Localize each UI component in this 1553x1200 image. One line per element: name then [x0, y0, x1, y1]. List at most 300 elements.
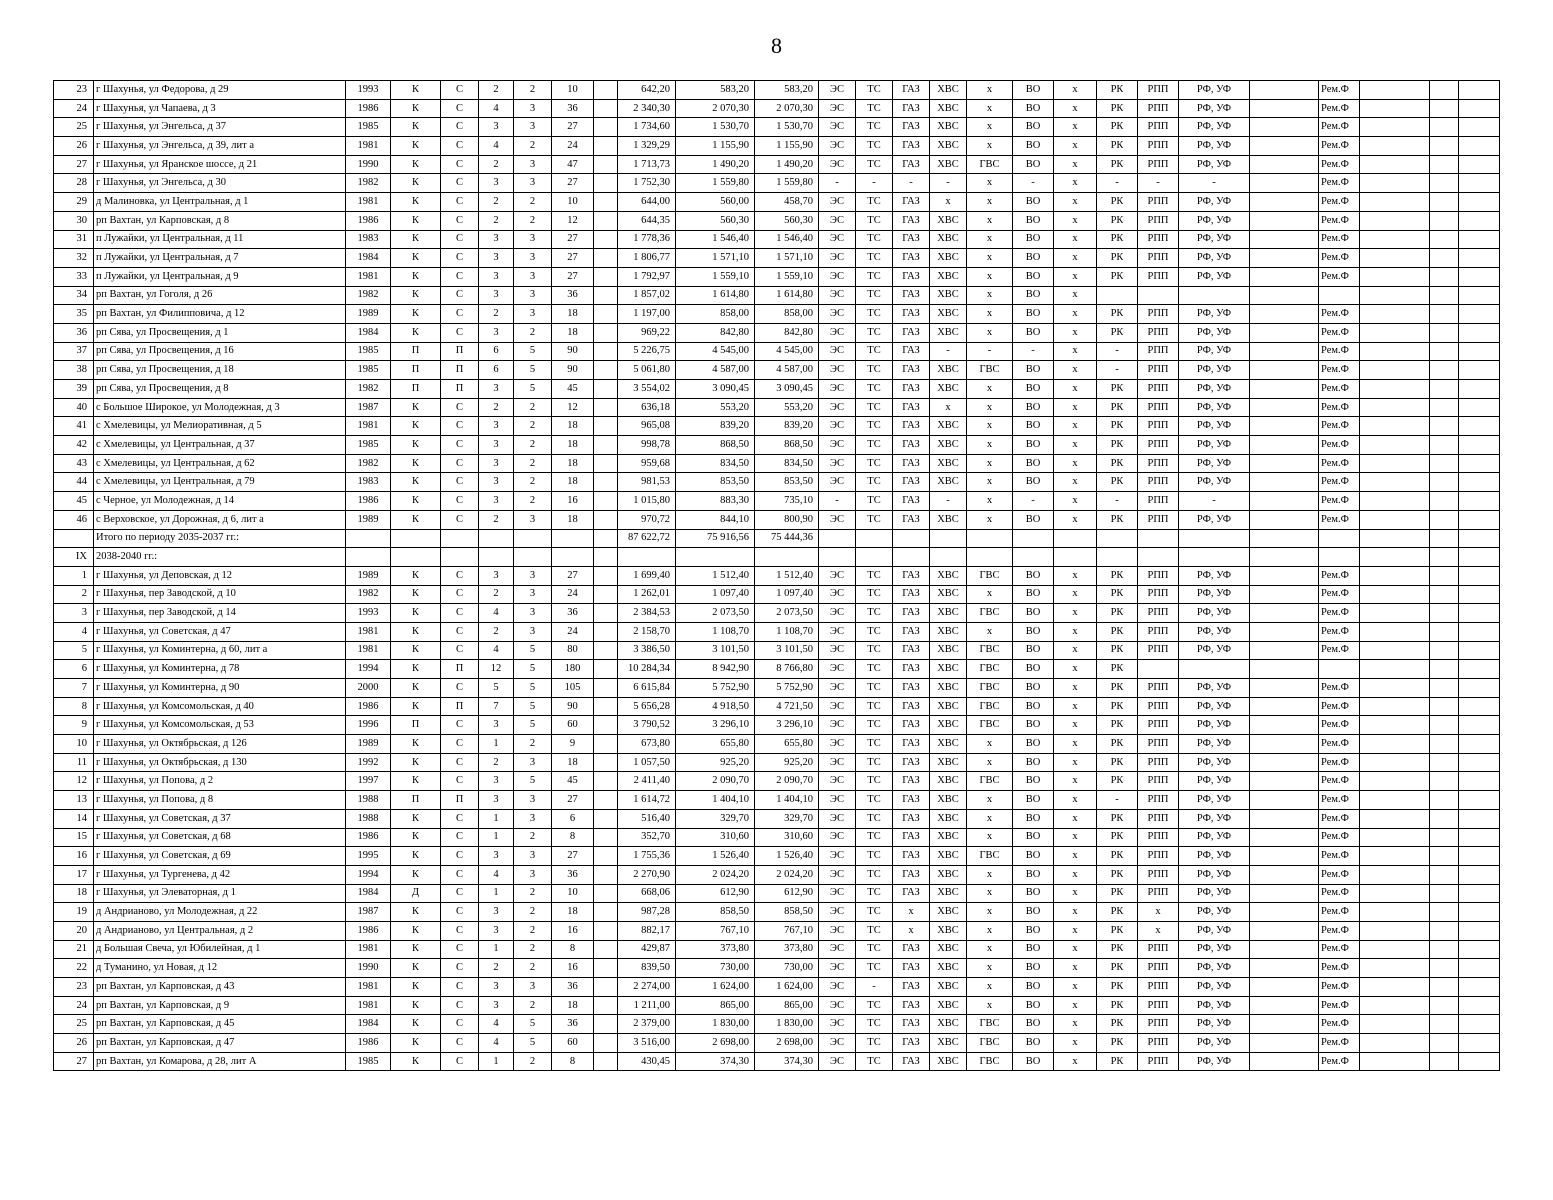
table-cell	[1459, 380, 1500, 399]
table-cell: рп Вахтан, ул Карповская, д 45	[94, 1015, 346, 1034]
table-row	[54, 753, 1500, 772]
table-cell: Рем.Ф	[1319, 585, 1360, 604]
table-cell: ГАЗ	[893, 118, 930, 137]
table-cell: ГАЗ	[893, 398, 930, 417]
table-cell	[1250, 342, 1319, 361]
table-cell: РК	[1097, 996, 1138, 1015]
table-cell: Рем.Ф	[1319, 436, 1360, 455]
table-cell: С	[441, 828, 479, 847]
table-cell: 1 614,80	[676, 286, 755, 305]
table-cell: 1996	[346, 716, 391, 735]
table-cell: 27	[552, 230, 594, 249]
table-cell: 11	[54, 753, 94, 772]
table-cell	[1250, 361, 1319, 380]
table-cell: К	[391, 996, 441, 1015]
table-cell: ЭС	[819, 1015, 856, 1034]
table-cell: 4 918,50	[676, 697, 755, 716]
table-cell	[594, 791, 618, 810]
table-cell: С	[441, 921, 479, 940]
table-cell: РК	[1097, 828, 1138, 847]
table-cell: РК	[1097, 735, 1138, 754]
table-cell: 34	[54, 286, 94, 305]
table-cell: 329,70	[755, 809, 819, 828]
table-cell: ЭС	[819, 604, 856, 623]
table-cell: х	[967, 585, 1013, 604]
table-cell	[1430, 398, 1459, 417]
table-row	[54, 492, 1500, 511]
table-cell	[1430, 809, 1459, 828]
table-cell: ХВС	[930, 809, 967, 828]
table-cell: ХВС	[930, 716, 967, 735]
table-cell	[1319, 548, 1360, 567]
table-cell: 998,78	[618, 436, 676, 455]
table-cell	[1250, 174, 1319, 193]
table-cell: РФ, УФ	[1179, 1015, 1250, 1034]
table-cell: ГВС	[967, 155, 1013, 174]
table-cell	[1360, 380, 1430, 399]
table-cell: К	[391, 566, 441, 585]
table-cell: Рем.Ф	[1319, 940, 1360, 959]
table-cell	[1360, 716, 1430, 735]
table-cell: РФ, УФ	[1179, 380, 1250, 399]
table-cell: ВО	[1013, 361, 1054, 380]
table-cell: г Шахунья, ул Коминтерна, д 90	[94, 679, 346, 698]
table-cell	[594, 398, 618, 417]
table-row	[54, 436, 1500, 455]
table-cell: ХВС	[930, 230, 967, 249]
table-cell: -	[819, 174, 856, 193]
table-cell: 2	[514, 398, 552, 417]
table-cell: 2	[514, 137, 552, 156]
table-cell: 10	[552, 884, 594, 903]
table-cell: г Шахунья, ул Энгельса, д 39, лит а	[94, 137, 346, 156]
table-cell: 10 284,34	[618, 660, 676, 679]
table-cell: Рем.Ф	[1319, 735, 1360, 754]
table-cell: РПП	[1138, 155, 1179, 174]
table-cell: 4	[479, 865, 514, 884]
table-cell: 1984	[346, 884, 391, 903]
table-cell: х	[893, 921, 930, 940]
table-cell: 2 379,00	[618, 1015, 676, 1034]
table-cell: 27	[552, 174, 594, 193]
table-cell: ВО	[1013, 641, 1054, 660]
table-cell	[1360, 492, 1430, 511]
table-cell: К	[391, 211, 441, 230]
table-cell: д Малиновка, ул Центральная, д 1	[94, 193, 346, 212]
table-cell: 4 545,00	[676, 342, 755, 361]
table-cell: РК	[1097, 940, 1138, 959]
table-cell	[1360, 622, 1430, 641]
table-cell	[1459, 323, 1500, 342]
table-cell: 18	[552, 753, 594, 772]
table-cell: ЭС	[819, 1034, 856, 1053]
table-cell: 5 226,75	[618, 342, 676, 361]
table-cell: РФ, УФ	[1179, 884, 1250, 903]
table-cell	[1250, 959, 1319, 978]
table-cell: ВО	[1013, 585, 1054, 604]
table-cell: 2	[479, 510, 514, 529]
table-cell: рп Вахтан, ул Карповская, д 8	[94, 211, 346, 230]
table-cell	[1459, 660, 1500, 679]
table-cell: ВО	[1013, 230, 1054, 249]
table-cell: 3	[54, 604, 94, 623]
table-cell: 329,70	[676, 809, 755, 828]
table-cell: РПП	[1138, 847, 1179, 866]
table-cell: РК	[1097, 137, 1138, 156]
table-cell: х	[967, 828, 1013, 847]
table-cell	[1319, 286, 1360, 305]
table-cell: х	[967, 81, 1013, 100]
table-cell	[594, 641, 618, 660]
table-row	[54, 118, 1500, 137]
table-cell: ГАЗ	[893, 660, 930, 679]
table-cell: ХВС	[930, 865, 967, 884]
table-cell: РПП	[1138, 510, 1179, 529]
table-cell	[967, 529, 1013, 548]
table-cell: 1 526,40	[676, 847, 755, 866]
table-cell: Рем.Ф	[1319, 921, 1360, 940]
table-cell	[346, 548, 391, 567]
table-cell: 1 057,50	[618, 753, 676, 772]
table-cell	[1360, 921, 1430, 940]
table-cell: рп Вахтан, ул Гоголя, д 26	[94, 286, 346, 305]
table-cell	[1360, 940, 1430, 959]
table-cell: ЭС	[819, 847, 856, 866]
table-cell	[1360, 118, 1430, 137]
table-cell	[1250, 566, 1319, 585]
table-cell: ГВС	[967, 604, 1013, 623]
table-cell: IX	[54, 548, 94, 567]
table-cell: 2	[514, 454, 552, 473]
table-cell: г Шахунья, ул Элеваторная, д 1	[94, 884, 346, 903]
table-cell: х	[1054, 81, 1097, 100]
table-cell: ХВС	[930, 660, 967, 679]
table-cell	[1250, 753, 1319, 772]
table-cell: рп Сява, ул Просвещения, д 18	[94, 361, 346, 380]
table-cell: Рем.Ф	[1319, 398, 1360, 417]
table-cell: РФ, УФ	[1179, 436, 1250, 455]
table-cell	[1459, 193, 1500, 212]
table-cell: 1 015,80	[618, 492, 676, 511]
table-cell: 925,20	[676, 753, 755, 772]
table-cell: ГАЗ	[893, 978, 930, 997]
table-cell: 1	[54, 566, 94, 585]
table-cell: С	[441, 1052, 479, 1071]
table-row	[54, 585, 1500, 604]
table-cell: 767,10	[755, 921, 819, 940]
table-cell: С	[441, 809, 479, 828]
table-cell	[1430, 286, 1459, 305]
table-cell: РК	[1097, 249, 1138, 268]
table-cell: ЭС	[819, 155, 856, 174]
table-cell: 2 274,00	[618, 978, 676, 997]
table-cell	[1360, 959, 1430, 978]
table-cell: РПП	[1138, 622, 1179, 641]
table-cell: 3	[479, 978, 514, 997]
table-cell	[1459, 641, 1500, 660]
table-cell: 45	[552, 772, 594, 791]
table-cell: 27	[54, 1052, 94, 1071]
table-cell: ВО	[1013, 510, 1054, 529]
table-cell: РК	[1097, 323, 1138, 342]
table-cell	[594, 193, 618, 212]
table-cell: РК	[1097, 604, 1138, 623]
table-cell: К	[391, 230, 441, 249]
table-cell	[1360, 323, 1430, 342]
table-cell	[391, 529, 441, 548]
table-cell: С	[441, 492, 479, 511]
table-cell: 560,30	[755, 211, 819, 230]
table-cell: ВО	[1013, 249, 1054, 268]
table-cell: РК	[1097, 622, 1138, 641]
table-cell: РПП	[1138, 641, 1179, 660]
table-cell	[1360, 361, 1430, 380]
table-cell: 87 622,72	[618, 529, 676, 548]
table-cell: К	[391, 903, 441, 922]
table-cell	[1250, 211, 1319, 230]
table-cell	[1360, 641, 1430, 660]
table-cell: -	[856, 978, 893, 997]
table-cell: с Хмелевицы, ул Центральная, д 79	[94, 473, 346, 492]
table-row	[54, 342, 1500, 361]
table-cell	[1250, 81, 1319, 100]
table-cell: 23	[54, 81, 94, 100]
table-cell	[54, 529, 94, 548]
table-cell	[1250, 921, 1319, 940]
table-cell: 1	[479, 940, 514, 959]
table-cell: ГВС	[967, 697, 1013, 716]
table-cell	[1250, 716, 1319, 735]
table-cell: 1	[479, 828, 514, 847]
table-cell: 2000	[346, 679, 391, 698]
table-cell: РФ, УФ	[1179, 1034, 1250, 1053]
table-row	[54, 921, 1500, 940]
table-row	[54, 828, 1500, 847]
table-cell: ТС	[856, 679, 893, 698]
table-cell: РК	[1097, 753, 1138, 772]
table-cell: ВО	[1013, 697, 1054, 716]
table-cell: 5	[514, 697, 552, 716]
table-cell: 2 070,30	[676, 99, 755, 118]
table-cell: 6	[479, 342, 514, 361]
table-cell: х	[967, 454, 1013, 473]
table-cell: С	[441, 847, 479, 866]
table-cell: 21	[54, 940, 94, 959]
table-row	[54, 679, 1500, 698]
table-cell: ГВС	[967, 641, 1013, 660]
table-cell: С	[441, 903, 479, 922]
table-cell: ХВС	[930, 679, 967, 698]
table-cell: 2	[514, 903, 552, 922]
table-row	[54, 604, 1500, 623]
table-cell: 30	[54, 211, 94, 230]
table-cell: П	[441, 660, 479, 679]
table-cell: 7	[54, 679, 94, 698]
table-cell: РФ, УФ	[1179, 791, 1250, 810]
table-cell: ЭС	[819, 454, 856, 473]
table-cell: Рем.Ф	[1319, 155, 1360, 174]
table-cell: П	[441, 361, 479, 380]
table-cell: 1995	[346, 847, 391, 866]
table-row	[54, 361, 1500, 380]
table-cell: х	[893, 903, 930, 922]
table-cell: К	[391, 940, 441, 959]
table-cell	[594, 1015, 618, 1034]
table-cell: РФ, УФ	[1179, 267, 1250, 286]
table-cell	[1250, 847, 1319, 866]
table-cell: 1997	[346, 772, 391, 791]
table-cell: 1981	[346, 417, 391, 436]
table-cell	[514, 548, 552, 567]
table-cell: х	[967, 959, 1013, 978]
table-cell: Рем.Ф	[1319, 473, 1360, 492]
table-cell: К	[391, 155, 441, 174]
table-cell: 2	[514, 996, 552, 1015]
table-cell: ЭС	[819, 436, 856, 455]
table-cell: 90	[552, 697, 594, 716]
table-cell: ГВС	[967, 1015, 1013, 1034]
table-cell: ХВС	[930, 735, 967, 754]
table-cell: ВО	[1013, 772, 1054, 791]
table-cell: Рем.Ф	[1319, 903, 1360, 922]
table-cell: ЭС	[819, 249, 856, 268]
table-row	[54, 809, 1500, 828]
table-cell: 1 108,70	[755, 622, 819, 641]
table-row	[54, 193, 1500, 212]
table-cell	[1250, 137, 1319, 156]
table-cell: ХВС	[930, 903, 967, 922]
table-cell	[1430, 753, 1459, 772]
table-cell: 853,50	[755, 473, 819, 492]
table-cell: 1982	[346, 380, 391, 399]
table-cell: 429,87	[618, 940, 676, 959]
table-cell: 5	[514, 342, 552, 361]
table-cell	[1430, 99, 1459, 118]
table-cell: К	[391, 847, 441, 866]
table-cell: х	[1054, 1034, 1097, 1053]
table-cell	[1097, 548, 1138, 567]
table-cell: 839,50	[618, 959, 676, 978]
table-cell: 1981	[346, 996, 391, 1015]
table-cell: х	[967, 398, 1013, 417]
table-cell: ВО	[1013, 286, 1054, 305]
table-cell	[1250, 679, 1319, 698]
table-cell	[1250, 286, 1319, 305]
table-cell	[1179, 286, 1250, 305]
table-cell: ЭС	[819, 585, 856, 604]
table-cell: ТС	[856, 249, 893, 268]
table-cell	[1430, 884, 1459, 903]
table-cell: К	[391, 417, 441, 436]
table-cell: рп Вахтан, ул Карповская, д 43	[94, 978, 346, 997]
table-cell: х	[1054, 641, 1097, 660]
table-cell: х	[967, 118, 1013, 137]
table-cell: 1 490,20	[755, 155, 819, 174]
table-cell	[1360, 342, 1430, 361]
table-cell	[1430, 1052, 1459, 1071]
table-cell	[1430, 155, 1459, 174]
table-cell: 2	[514, 492, 552, 511]
table-cell: ВО	[1013, 735, 1054, 754]
table-cell: г Шахунья, ул Советская, д 37	[94, 809, 346, 828]
table-cell: ГАЗ	[893, 884, 930, 903]
table-cell: 373,80	[676, 940, 755, 959]
table-cell: х	[967, 380, 1013, 399]
table-cell	[1430, 660, 1459, 679]
table-cell: 27	[552, 118, 594, 137]
table-cell: 583,20	[755, 81, 819, 100]
table-cell	[1430, 959, 1459, 978]
table-cell: Рем.Ф	[1319, 267, 1360, 286]
table-cell: 1 559,10	[676, 267, 755, 286]
table-cell	[1250, 398, 1319, 417]
table-cell: РПП	[1138, 193, 1179, 212]
table-cell	[1360, 566, 1430, 585]
table-cell: ЭС	[819, 323, 856, 342]
table-cell: РПП	[1138, 436, 1179, 455]
table-cell	[1459, 361, 1500, 380]
table-cell: 15	[54, 828, 94, 847]
table-cell: -	[1013, 342, 1054, 361]
table-cell: х	[967, 753, 1013, 772]
table-cell: 3	[514, 118, 552, 137]
table-cell: К	[391, 1034, 441, 1053]
table-cell: РК	[1097, 959, 1138, 978]
table-row	[54, 996, 1500, 1015]
table-cell: 1994	[346, 660, 391, 679]
table-cell: РФ, УФ	[1179, 903, 1250, 922]
table-cell	[1459, 174, 1500, 193]
table-cell	[1250, 230, 1319, 249]
table-cell: 2 384,53	[618, 604, 676, 623]
table-cell	[1360, 99, 1430, 118]
table-cell	[1250, 978, 1319, 997]
table-cell: 19	[54, 903, 94, 922]
table-cell: С	[441, 622, 479, 641]
table-cell	[1430, 211, 1459, 230]
table-cell: ГВС	[967, 847, 1013, 866]
table-cell: 1 530,70	[755, 118, 819, 137]
table-cell: К	[391, 585, 441, 604]
table-cell: Рем.Ф	[1319, 323, 1360, 342]
table-cell: 1990	[346, 959, 391, 978]
table-cell: РК	[1097, 978, 1138, 997]
table-cell: С	[441, 436, 479, 455]
table-cell: ТС	[856, 193, 893, 212]
table-cell: 27	[552, 847, 594, 866]
table-cell: ТС	[856, 155, 893, 174]
table-cell	[856, 548, 893, 567]
table-cell: Рем.Ф	[1319, 996, 1360, 1015]
table-cell: 10	[552, 193, 594, 212]
table-cell	[1360, 81, 1430, 100]
table-cell: 36	[552, 604, 594, 623]
table-cell: РФ, УФ	[1179, 323, 1250, 342]
table-cell: Рем.Ф	[1319, 81, 1360, 100]
table-cell	[594, 735, 618, 754]
table-cell: К	[391, 454, 441, 473]
table-row	[54, 510, 1500, 529]
table-cell: Рем.Ф	[1319, 884, 1360, 903]
table-cell: ТС	[856, 492, 893, 511]
table-cell: С	[441, 454, 479, 473]
table-cell: С	[441, 940, 479, 959]
table-cell: 14	[54, 809, 94, 828]
table-cell: 2	[514, 193, 552, 212]
table-cell: 374,30	[755, 1052, 819, 1071]
table-cell: 1	[479, 809, 514, 828]
table-cell	[594, 211, 618, 230]
